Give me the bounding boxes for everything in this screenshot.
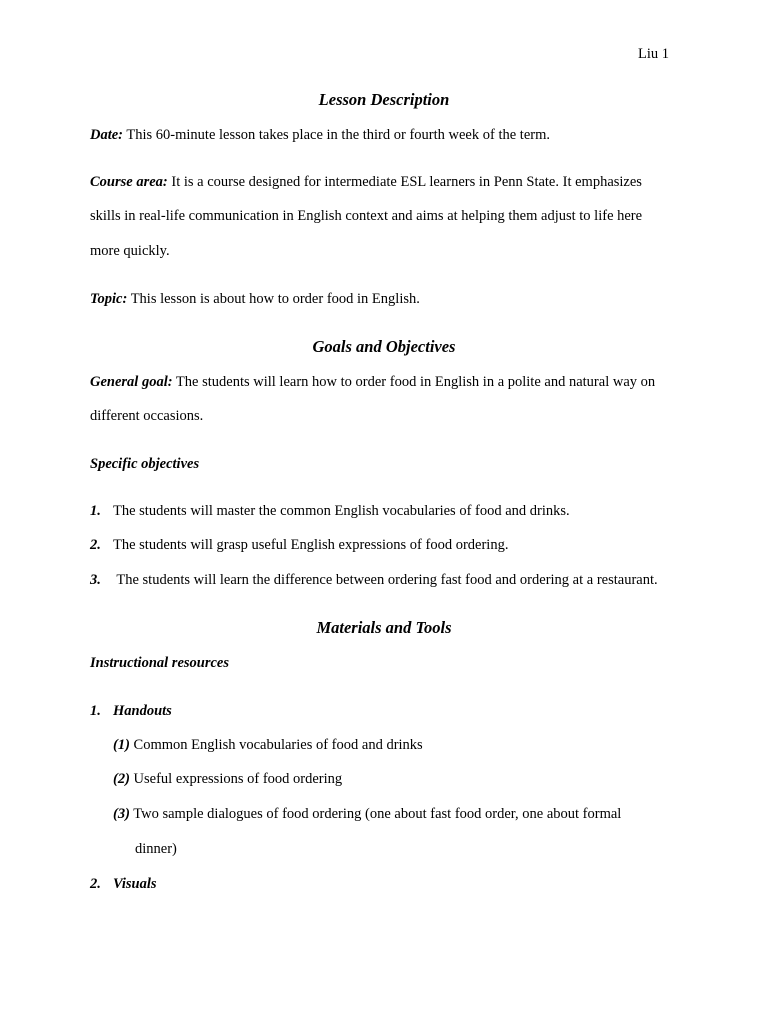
course-area-line-1 xyxy=(90,173,642,191)
lesson-description-heading: Lesson Description xyxy=(318,90,450,109)
course-area-label: Course area: xyxy=(90,174,168,190)
objective-text: The students will master the common English vocabularies of food and drinks. xyxy=(113,503,570,519)
course-area-line-2: skills in real-life communication in English context and aims at helping them adjust to life here xyxy=(90,208,643,224)
materials-heading: Materials and Tools xyxy=(316,618,452,637)
course-area-line-3: more quickly. xyxy=(90,243,170,259)
course-area-text-1: It is a course designed for intermediate ESL learners in Penn State. It emphasizes xyxy=(167,174,642,190)
specific-objectives-label: Specific objectives xyxy=(90,456,200,472)
handout-item xyxy=(113,736,423,754)
date-text: This 60-minute lesson takes place in the third or fourth week of the term. xyxy=(123,127,550,143)
general-goal-label: General goal: xyxy=(90,374,173,390)
date-paragraph xyxy=(90,126,550,144)
materials-item-number: 1. xyxy=(90,703,101,719)
materials-item-visuals xyxy=(90,875,157,893)
handout-text: Common English vocabularies of food and drinks xyxy=(129,737,423,753)
handout-text: Useful expressions of food ordering xyxy=(129,771,343,787)
objective-item xyxy=(90,502,570,520)
materials-item-handouts xyxy=(90,702,172,720)
materials-item-label: Visuals xyxy=(113,876,157,892)
handout-item xyxy=(113,805,621,823)
general-goal-line-2: different occasions. xyxy=(90,408,204,424)
handout-text: Two sample dialogues of food ordering (one about fast food order, one about formal xyxy=(129,806,622,822)
goals-heading: Goals and Objectives xyxy=(312,337,456,356)
objective-item xyxy=(90,571,658,589)
objective-number: 2. xyxy=(90,537,101,553)
handout-item-continuation: dinner) xyxy=(135,841,177,857)
objective-number: 3. xyxy=(90,572,101,588)
date-label: Date: xyxy=(90,127,124,143)
handout-number: (1) xyxy=(113,737,130,753)
instructional-resources-label: Instructional resources xyxy=(90,655,229,671)
objective-text: The students will learn the difference between ordering fast food and ordering at a restaurant. xyxy=(113,572,658,588)
objective-item xyxy=(90,536,508,554)
handout-number: (3) xyxy=(113,806,130,822)
handout-item xyxy=(113,770,342,788)
objective-text: The students will grasp useful English expressions of food ordering. xyxy=(113,537,509,553)
general-goal-line-1 xyxy=(90,373,655,391)
topic-label: Topic: xyxy=(90,291,128,307)
objective-number: 1. xyxy=(90,503,101,519)
page-number: Liu 1 xyxy=(637,46,669,62)
topic-text: This lesson is about how to order food in English. xyxy=(127,291,420,307)
materials-item-label: Handouts xyxy=(113,703,172,719)
general-goal-text-1: The students will learn how to order food in English in a polite and natural way on xyxy=(172,374,656,390)
topic-paragraph xyxy=(90,290,420,308)
materials-item-number: 2. xyxy=(90,876,101,892)
handout-number: (2) xyxy=(113,771,130,787)
